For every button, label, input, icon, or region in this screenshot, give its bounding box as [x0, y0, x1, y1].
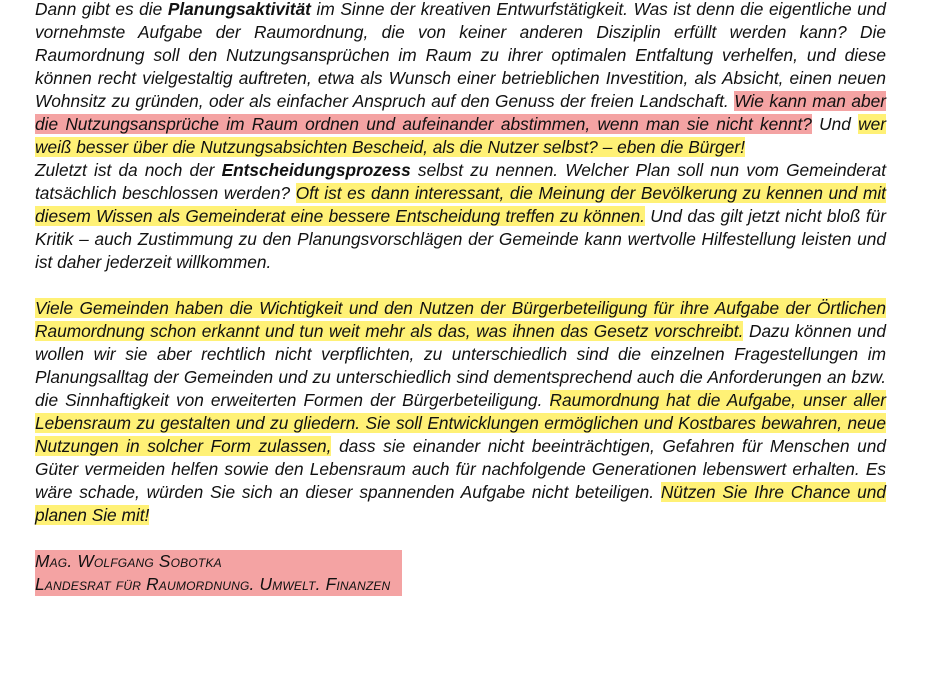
text-segment: Zuletzt ist da noch der [35, 160, 222, 180]
text-segment: Und [811, 114, 859, 134]
signature-block [35, 550, 402, 596]
text-segment: Und das gilt jetzt nicht bloß für Kritik – auch Zustimmung zu den Planungsvorschlägen der Gemeinde kann wertvolle Hilfestellung leisten und ist daher jederzeit willkommen. [35, 206, 886, 272]
signature-name: Mag. Wolfgang Sobotka [35, 551, 222, 571]
yellow-highlight-municipalities: Viele Gemeinden haben die Wichtigkeit und den Nutzen der Bürgerbeteiligung für ihre Aufgabe der Örtlichen Raumordnung schon erkannt und tun weit mehr als das, was ihnen das Gesetz vorschreibt. [35, 298, 886, 341]
text-segment: Dazu können und wollen wir sie aber rechtlich nicht verpflichten, zu unterschiedlich sind die einzelnen Fragestellungen im Planungsalltag der Gemeinden und zu unterschiedlich sind dementsprechend auch die Anforderungen an bzw. die Sinnhaftigkeit von erweiterten Formen der Bürgerbeteiligung. [35, 321, 886, 410]
text-segment: selbst zu nennen. Welcher Plan soll nun vom Gemeinderat tatsächlich beschlossen werden? [35, 160, 886, 203]
yellow-highlight-citizens: wer weiß besser über die Nutzungsabsichten Bescheid, als die Nutzer selbst? – eben die Bürger! [35, 114, 886, 157]
signature-title: Landesrat für Raumordnung. Umwelt. Finanzen [35, 574, 391, 594]
bold-term-entscheidungsprozess: Entscheidungsprozess [221, 160, 411, 180]
yellow-highlight-call-to-action: Nützen Sie Ihre Chance und planen Sie mit! [35, 482, 886, 525]
yellow-highlight-opinion: Oft ist es dann interessant, die Meinung der Bevölkerung zu kennen und mit diesem Wissen als Gemeinderat eine bessere Entscheidung treffen zu können. [35, 183, 886, 226]
text-segment: im Sinne der kreativen Entwurfstätigkeit. Was ist denn die eigentliche und vornehmste Aufgabe der Raumordnung, die von keiner anderen Disziplin erfüllt werden kann? Die Raumordnung soll den Nutzungsansprüchen im Raum zu ihrer optimalen Entfaltung verhelfen, und diese können recht vielgestaltig auftreten, etwa als Wunsch einer betrieblichen Investition, als Absicht, einen neuen Wohnsitz zu gründen, oder als einfacher Anspruch auf den Genuss der freien Landschaft. [35, 0, 886, 111]
text-segment: dass sie einander nicht beeinträchtigen, Gefahren für Menschen und Güter vermeiden helfen sowie den Lebensraum auch für nachfolgende Generationen lebenswert erhalten. Es wäre schade, würden Sie sich an dieser spannenden Aufgabe nicht beteiligen. [35, 436, 886, 502]
paragraph-municipalities [35, 297, 886, 527]
paragraph-planning-activity [35, 0, 886, 274]
red-highlight-question: Wie kann man aber die Nutzungsansprüche im Raum ordnen und aufeinander abstimmen, wenn man sie nicht kennt? [35, 91, 887, 134]
document-page [35, 0, 886, 596]
bold-term-planungsaktivitaet: Planungsaktivität [167, 0, 311, 19]
text-segment: Dann gibt es die [35, 0, 168, 19]
yellow-highlight-task: Raumordnung hat die Aufgabe, unser aller Lebensraum zu gestalten und zu gliedern. Sie soll Entwicklungen ermöglichen und Kostbares bewahren, neue Nutzungen in solcher Form zulassen, [35, 390, 886, 456]
paragraph-gap [35, 274, 886, 297]
